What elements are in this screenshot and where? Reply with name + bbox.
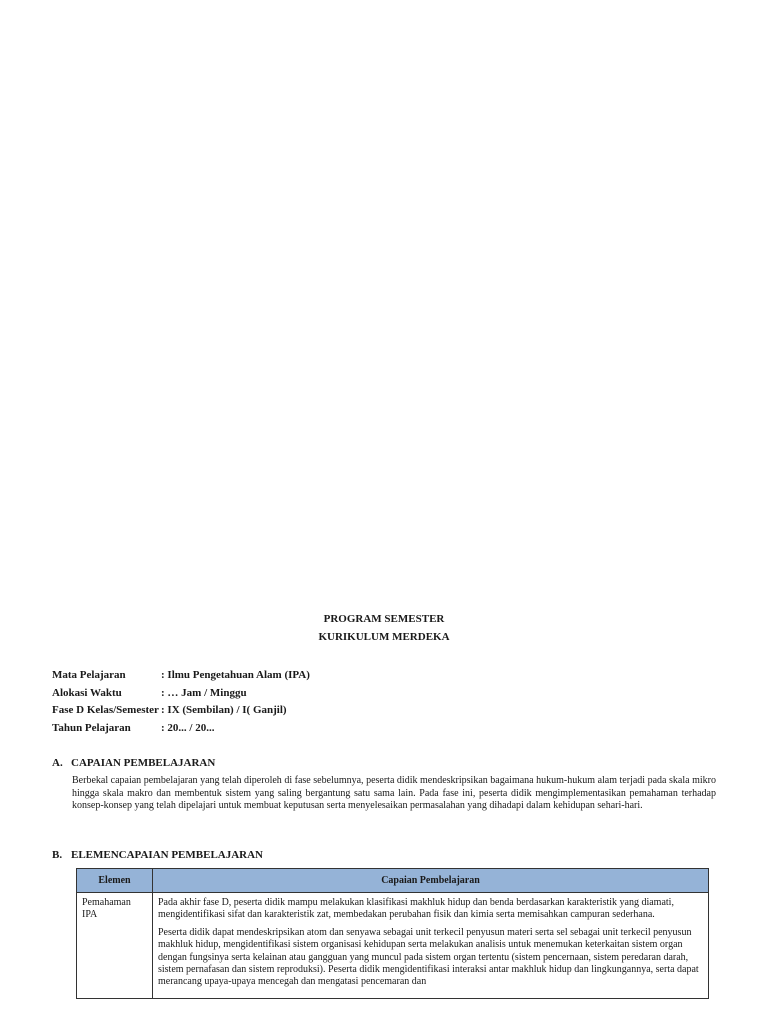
info-row xyxy=(52,685,310,703)
table-row xyxy=(77,893,709,999)
section-number: A. xyxy=(52,757,63,769)
column-header-elemen: Elemen xyxy=(77,869,153,893)
capaian-paragraph: Peserta didik dapat mendeskripsikan atom dan senyawa sebagai unit terkecil penyusun materi serta sel sebagai unit terkecil penyusun makhluk hidup, mengidentifikasi sistem organisasi kehidupan serta melakukan analisis untuk menemukan keterkaitan sistem organ dengan fungsinya serta kelainan atau gangguan yang muncul pada sistem organ tertentu (sistem pencernaan, sistem peredaran darah, sistem pernafasan dan sistem reproduksi). Peserta didik mengidentifikasi interaksi antar makhluk hidup dan lingkungannya, serta dapat merancang upaya-upaya mencegah dan mengatasi pencemaran dan xyxy=(158,926,699,988)
info-value: : Ilmu Pengetahuan Alam (IPA) xyxy=(161,669,310,681)
section-title: CAPAIAN PEMBELAJARAN xyxy=(71,757,216,769)
section-a-paragraph: Berbekal capaian pembelajaran yang telah diperoleh di fase sebelumnya, peserta didik mendeskripsikan bagaimana hukum-hukum alam terjadi pada skala mikro hingga skala makro dan membentuk sistem yang saling bergantung satu sama lain. Pada fase ini, peserta didik mengimplementasikan pemahaman terhadap konsep-konsep yang telah dipelajari untuk membuat keputusan serta menyelesaikan permasalahan yang dihadapi dalam kehidupan sehari-hari. xyxy=(72,775,716,811)
section-a-heading xyxy=(52,757,215,769)
capaian-paragraph: Pada akhir fase D, peserta didik mampu melakukan klasifikasi makhluk hidup dan benda berdasarkan karakteristik yang diamati, mengidentifikasi sifat dan karakteristik zat, membedakan perubahan fisik dan kimia serta memisahkan campuran sederhana. xyxy=(158,897,674,921)
info-row xyxy=(52,720,310,738)
document-title: PROGRAM SEMESTER xyxy=(323,613,445,625)
table-header-row xyxy=(77,869,709,893)
info-row xyxy=(52,667,310,685)
info-label: Tahun Pelajaran xyxy=(52,721,131,734)
info-value: : … Jam / Minggu xyxy=(161,686,247,699)
info-label: Alokasi Waktu xyxy=(52,686,122,699)
section-title: ELEMENCAPAIAN PEMBELAJARAN xyxy=(71,849,263,861)
info-value: : IX (Sembilan) / I( Ganjil) xyxy=(161,704,287,716)
section-number: B. xyxy=(52,849,63,861)
info-label: Mata Pelajaran xyxy=(52,669,126,681)
info-value: : 20... / 20... xyxy=(161,721,215,734)
document-subtitle: KURIKULUM MERDEKA xyxy=(318,631,450,643)
capaian-cell xyxy=(153,893,709,999)
elemen-cell: Pemahaman IPA xyxy=(77,893,153,999)
info-label: Fase D Kelas/Semester xyxy=(52,704,159,716)
column-header-capaian: Capaian Pembelajaran xyxy=(153,869,709,893)
info-row xyxy=(52,702,310,720)
capaian-table xyxy=(76,868,709,999)
info-block xyxy=(52,667,310,737)
section-b-heading xyxy=(52,849,263,861)
page-cutoff xyxy=(0,1004,768,1024)
